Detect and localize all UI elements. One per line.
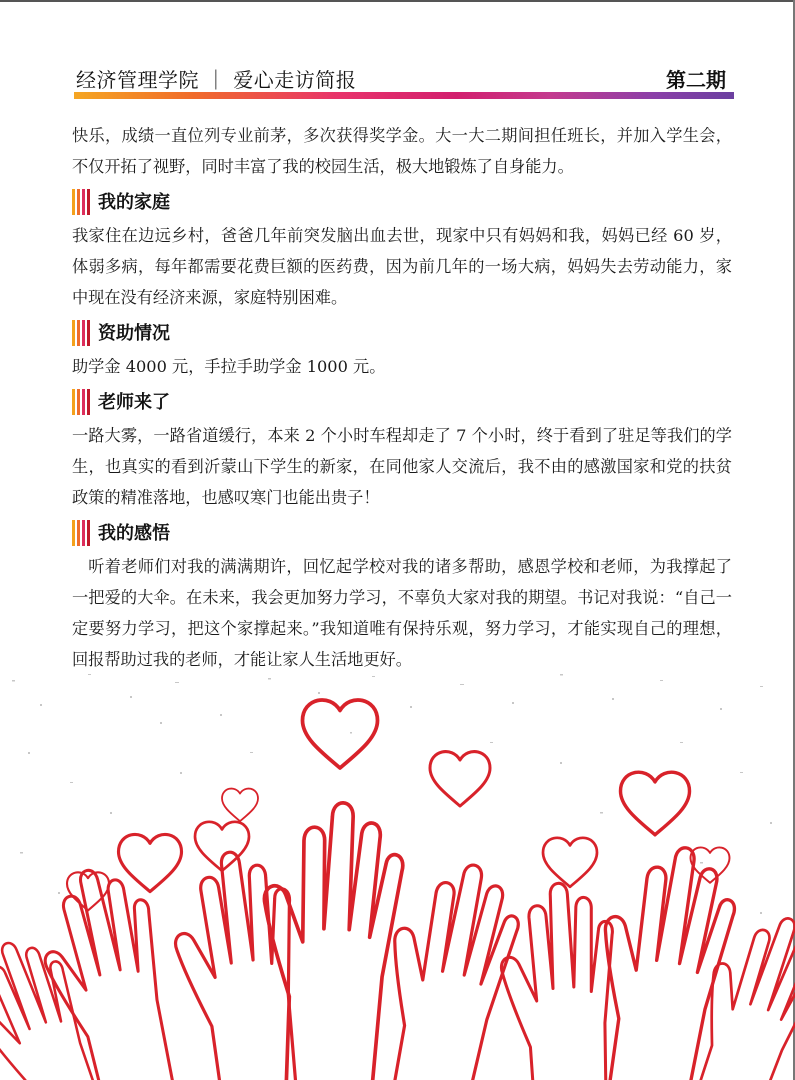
header-gradient-bar bbox=[74, 92, 734, 99]
page-header bbox=[74, 62, 734, 96]
raised-hand-icon bbox=[0, 927, 145, 1080]
heart-icon bbox=[222, 789, 258, 822]
section-title-text: 资助情况 bbox=[98, 322, 170, 344]
heart-icon bbox=[119, 834, 182, 891]
heart-icon bbox=[543, 838, 597, 887]
section-title-teacher-visit bbox=[72, 386, 732, 418]
speckle-texture bbox=[12, 674, 772, 914]
section-title-funding bbox=[72, 317, 732, 349]
section-title-text: 老师来了 bbox=[98, 391, 170, 413]
section-paragraph-teacher-visit: 一路大雾，一路省道缓行，本来 2 个小时车程却走了 7 个小时，终于看到了驻足等我们的学生，也真实的看到沂蒙山下学生的新家，在同他家人交流后，我不由的感激国家和党的扶贫政策的精准落地，也感叹寒门也能出贵子！ bbox=[72, 426, 732, 507]
section-paragraph-reflection: 听着老师们对我的满满期许，回忆起学校对我的诸多帮助，感恩学校和老师，为我撑起了一把爱的大伞。在未来，我会更加努力学习，不辜负大家对我的期望。书记对我说：“自己一定要努力学习，把这个家撑起来。”我知道唯有保持乐观，努力学习，才能实现自己的理想，回报帮助过我的老师，才能让家人生活地更好。 bbox=[72, 557, 732, 669]
section-paragraph-family: 我家住在边远乡村，爸爸几年前突发脑出血去世，现家中只有妈妈和我，妈妈已经 60 岁，体弱多病，每年都需要花费巨额的医药费，因为前几年的一场大病，妈妈失去劳动能力，家中现在没有经济来源，家庭特别困难。 bbox=[72, 226, 732, 307]
page-top-border bbox=[0, 0, 795, 2]
hands-and-hearts-illustration bbox=[0, 662, 795, 1080]
section-paragraph-funding: 助学金 4000 元，手拉手助学金 1000 元。 bbox=[72, 357, 386, 376]
article-body bbox=[72, 120, 732, 675]
section-title-text: 我的家庭 bbox=[98, 191, 170, 213]
section-bars-icon bbox=[72, 389, 92, 415]
section-title-text: 我的感悟 bbox=[98, 522, 170, 544]
section-title-family bbox=[72, 186, 732, 218]
heart-icon bbox=[691, 847, 730, 882]
header-title: 经济管理学院 ｜ 爱心走访简报 bbox=[76, 68, 357, 92]
section-bars-icon bbox=[72, 189, 92, 215]
intro-paragraph: 快乐，成绩一直位列专业前茅，多次获得奖学金。大一大二期间担任班长，并加入学生会，不仅开拓了视野，同时丰富了我的校园生活，极大地锻炼了自身能力。 bbox=[72, 126, 732, 176]
section-bars-icon bbox=[72, 520, 92, 546]
section-title-reflection bbox=[72, 517, 732, 549]
heart-icon bbox=[621, 772, 690, 835]
raised-hand-icon bbox=[255, 800, 405, 1080]
heart-icon bbox=[430, 752, 490, 806]
raised-hand-icon bbox=[650, 902, 795, 1080]
section-bars-icon bbox=[72, 320, 92, 346]
heart-icon bbox=[303, 700, 378, 768]
header-issue: 第二期 bbox=[666, 68, 726, 92]
